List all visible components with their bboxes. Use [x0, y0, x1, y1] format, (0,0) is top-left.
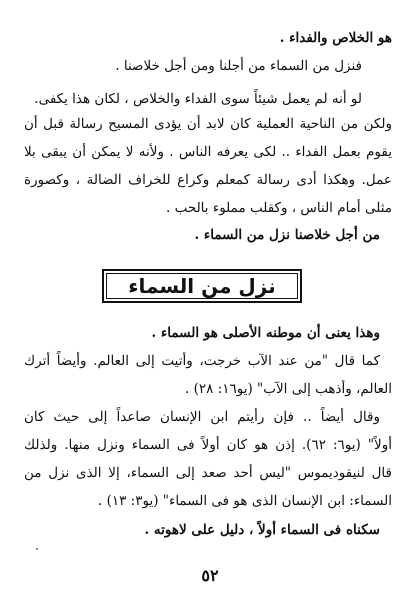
- line-quote-2: أولاً" (يو٦: ٦٢). إذن هو كان أولاً فى السماء ونزل منها. ولذلك: [24, 437, 392, 453]
- line-quote-1: كما قال "من عند الآب خرجت، وأتيت إلى العالم. وأيضاً أترك: [24, 353, 380, 369]
- line-quote-2: وقال أيضاً .. فإن رأيتم ابن الإنسان صاعداً إلى حيث كان: [24, 409, 380, 425]
- line-paragraph-2: يقوم بعمل الفداء .. لكى يعرفه الناس . ولأنه لا يمكن أن يبقى بلا: [24, 144, 392, 160]
- line-quote-3: قال لنيقوديموس "ليس أحد صعد إلى السماء، إلا الذى نزل من: [24, 465, 392, 481]
- page-number: ٥٢: [201, 566, 219, 585]
- line-paragraph-2-end: مثلى أمام الناس ، وكقلب مملوء بالحب .: [166, 200, 392, 216]
- section-banner: [102, 269, 302, 303]
- line-quote-1-end: العالم، وأذهب إلى الآب" (يو١٦: ٢٨) .: [185, 381, 392, 397]
- scan-speck: [36, 548, 38, 550]
- line-quote-3-end: السماء: ابن الإنسان الذى هو فى السماء" (يو٣: ١٣) .: [97, 493, 392, 509]
- line-paragraph-3: وهذا يعنى أن موطنه الأصلى هو السماء .: [151, 325, 380, 341]
- line-paragraph-2: ولكن من الناحية العملية كان لابد أن يؤدى المسيح رسالة قبل أن: [24, 116, 392, 132]
- section-heading: من أجل خلاصنا نزل من السماء .: [194, 227, 380, 243]
- line-paragraph-2-start: لو أنه لم يعمل شيئاً سوى الفداء والخلاص ، لكان هذا يكفى.: [34, 91, 362, 107]
- line-conclusion: سكناه فى السماء أولاً ، دليل على لاهوته .: [144, 522, 380, 538]
- banner-title: نزل من السماء: [128, 274, 276, 298]
- line-intro: هو الخلاص والفداء .: [279, 30, 392, 46]
- line-paragraph-2: عمل. وهكذا أدى رسالة كمعلم وكراع للخراف الضالة ، وكصورة: [24, 172, 392, 188]
- line-paragraph-1: فنزل من السماء من أجلنا ومن أجل خلاصنا .: [115, 58, 362, 74]
- banner-inner-frame: [106, 273, 298, 299]
